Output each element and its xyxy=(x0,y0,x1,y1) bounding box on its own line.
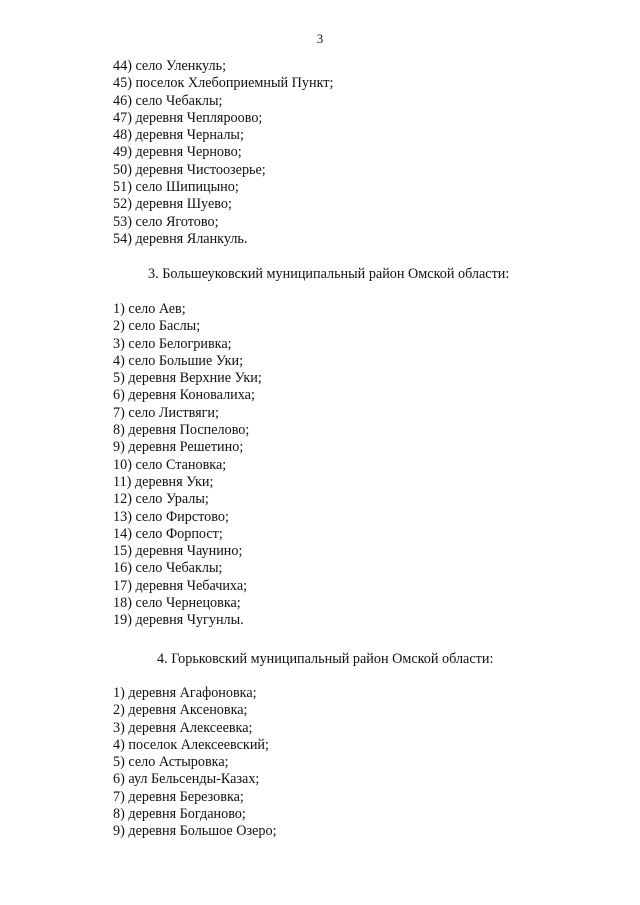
list-item: 3) село Белогривка; xyxy=(113,335,232,352)
list-item: 5) село Астыровка; xyxy=(113,754,229,771)
list-item: 4) поселок Алексеевский; xyxy=(113,736,269,753)
list-item: 1) деревня Агафоновка; xyxy=(113,685,257,701)
list-item: 16) село Чебаклы; xyxy=(113,560,223,577)
list-item: 49) деревня Черново; xyxy=(113,144,242,161)
list-item: 3) деревня Алексеевка; xyxy=(113,719,253,736)
list-item: 52) деревня Шуево; xyxy=(113,196,232,213)
list-item: 11) деревня Уки; xyxy=(113,473,214,490)
list-item: 53) село Яготово; xyxy=(113,213,219,230)
section-heading-bolsheukovsky: 3. Большеуковский муниципальный район Омской области: xyxy=(148,266,510,282)
settlement-list-bolsheukovsky xyxy=(113,301,262,630)
list-item: 50) деревня Чистоозерье; xyxy=(113,161,266,178)
settlement-list-gorkovsky xyxy=(113,685,277,841)
list-item: 8) деревня Поспелово; xyxy=(113,422,250,439)
list-item: 1) село Аев; xyxy=(113,301,186,317)
list-item: 54) деревня Яланкуль. xyxy=(113,230,248,247)
list-item: 7) деревня Березовка; xyxy=(113,788,244,805)
list-item: 15) деревня Чаунино; xyxy=(113,543,243,560)
list-item: 6) деревня Коновалиха; xyxy=(113,387,255,404)
list-item: 48) деревня Черналы; xyxy=(113,127,244,144)
list-item: 9) деревня Большое Озеро; xyxy=(113,823,277,840)
list-item: 4) село Большие Уки; xyxy=(113,352,244,369)
list-item: 45) поселок Хлебоприемный Пункт; xyxy=(113,75,334,92)
list-item: 51) село Шипицыно; xyxy=(113,179,239,196)
list-item: 5) деревня Верхние Уки; xyxy=(113,370,262,387)
list-item: 17) деревня Чебачиха; xyxy=(113,577,248,594)
list-item: 14) село Форпост; xyxy=(113,525,223,542)
list-item: 47) деревня Чепляроово; xyxy=(113,109,263,126)
section-heading-gorkovsky: 4. Горьковский муниципальный район Омской области: xyxy=(157,651,494,667)
list-item: 18) село Чернецовка; xyxy=(113,595,241,612)
list-item: 9) деревня Решетино; xyxy=(113,439,244,456)
page-number: 3 xyxy=(316,31,324,46)
list-item: 12) село Уралы; xyxy=(113,491,209,508)
list-item: 2) село Баслы; xyxy=(113,318,201,335)
list-item: 7) село Листвяги; xyxy=(113,404,219,421)
list-item: 8) деревня Богданово; xyxy=(113,806,246,823)
settlement-list-section-2 xyxy=(113,58,333,248)
list-item: 10) село Становка; xyxy=(113,456,227,473)
list-item: 44) село Уленкуль; xyxy=(113,58,227,74)
list-item: 2) деревня Аксеновка; xyxy=(113,702,248,719)
list-item: 46) село Чебаклы; xyxy=(113,92,223,109)
list-item: 19) деревня Чугунлы. xyxy=(113,612,244,629)
list-item: 13) село Фирстово; xyxy=(113,508,229,525)
list-item: 6) аул Бельсенды-Казах; xyxy=(113,771,260,788)
